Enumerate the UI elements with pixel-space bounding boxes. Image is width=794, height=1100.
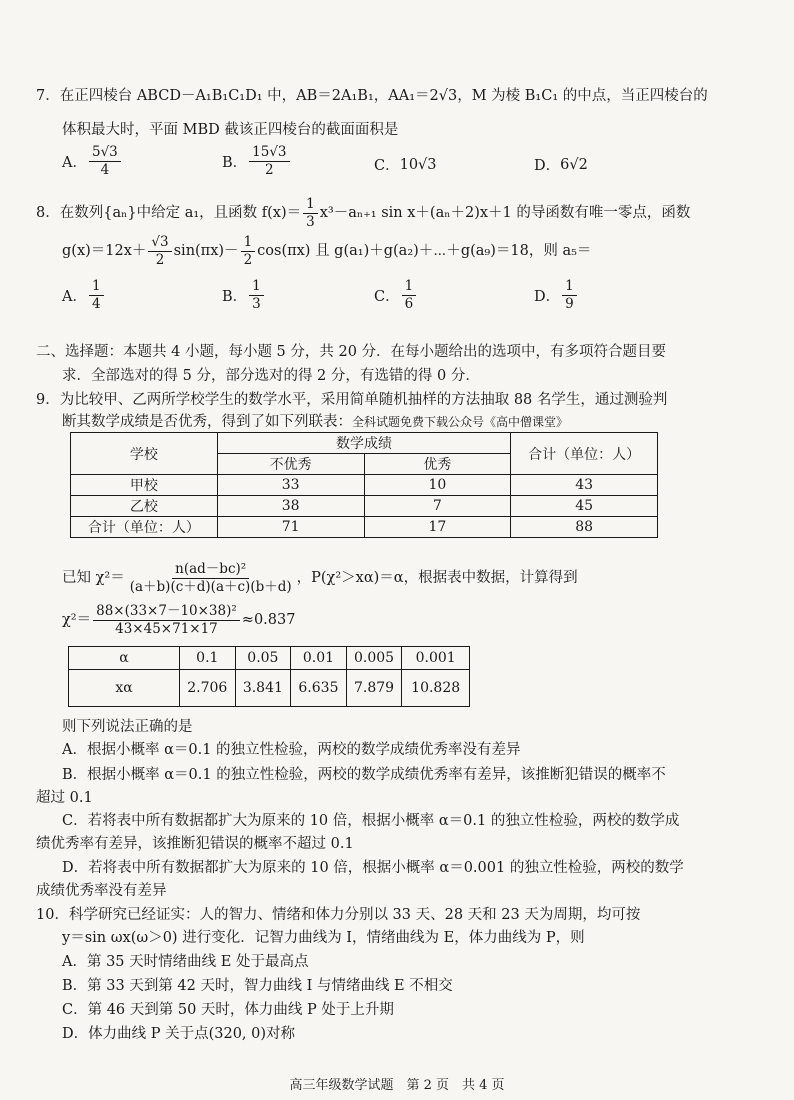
table-cell: 33 — [217, 475, 364, 496]
q10-option-b: B．第 33 天到第 42 天时，智力曲线 I 与情绪曲线 E 不相交 — [62, 978, 453, 994]
contingency-table — [70, 432, 658, 538]
watermark-text: 全科试题免费下载公众号《高中僧课堂》 — [352, 415, 569, 429]
page-footer: 高三年级数学试题 第 2 页 共 4 页 — [289, 1078, 505, 1093]
header-excellent: 优秀 — [364, 454, 511, 475]
chi-square-formula: 已知 χ²＝ $\frac{\text{n(ad－bc)²}}{(a+b)(c+d)(a+c)(b+d)}$ ，P(χ²＞xα)＝α，根据表中数据，计算得到 — [62, 560, 578, 595]
table-cell: 2.706 — [180, 670, 236, 707]
table-cell: 17 — [364, 517, 511, 538]
fraction: $\frac{1}{2}$ — [241, 234, 256, 269]
q7-option-d: D． 6√2 — [534, 156, 588, 174]
q8-option-d: D． $\frac{1}{9}$ — [534, 278, 579, 313]
header-score: 数学成绩 — [217, 433, 511, 454]
table-cell: 88 — [511, 517, 658, 538]
q8-option-c: C． $\frac{1}{6}$ — [374, 278, 418, 313]
table-cell: 0.005 — [346, 647, 402, 670]
chi-square-calculation: χ²＝ $\frac{\text{88×(33×7－10×38)²}}{43\times 45\times 71\times 17}$ ≈0.837 — [62, 602, 296, 637]
fraction: $\frac{\text{88×(33×7－10×38)²}}{43\times 45\times 71\times 17}$ — [93, 603, 240, 638]
table-cell: 10.828 — [402, 670, 470, 707]
q10-option-c: C．第 46 天到第 50 天时，体力曲线 P 处于上升期 — [62, 1002, 394, 1018]
alpha-label: α — [69, 647, 180, 670]
table-cell: 43 — [511, 475, 658, 496]
q7-option-c: C． 10√3 — [374, 156, 437, 174]
q9-option-d-line2: 成绩优秀率没有差异 — [36, 883, 167, 899]
q8-options — [62, 278, 754, 318]
q7-stem-line1: 7．在正四棱台 ABCD－A₁B₁C₁D₁ 中，AB＝2A₁B₁，AA₁＝2√3，M 为棱 B₁C₁ 的中点，当正四棱台的 — [36, 88, 708, 104]
table-cell: 0.001 — [402, 647, 470, 670]
table-row — [69, 647, 470, 670]
section2-header-line2: 求．全部选对的得 5 分，部分选对的得 2 分，有选错的得 0 分． — [62, 368, 480, 384]
header-not-excellent: 不优秀 — [217, 454, 364, 475]
fraction: $\frac{\text{n(ad－bc)²}}{(a+b)(c+d)(a+c)(b+d)}$ — [129, 560, 292, 595]
q9-option-a: A．根据小概率 α＝0.1 的独立性检验，两校的数学成绩优秀率没有差异 — [62, 742, 521, 758]
fraction: $\frac{5√3}{4}$ — [89, 144, 121, 179]
table-cell: 7.879 — [346, 670, 402, 707]
header-total: 合计（单位：人） — [511, 433, 658, 475]
q10-option-a: A．第 35 天时情绪曲线 E 处于最高点 — [62, 954, 309, 970]
q9-stem-line2: 断其数学成绩是否优秀，得到了如下列联表：全科试题免费下载公众号《高中僧课堂》 — [62, 414, 569, 430]
q9-option-b-line1: B．根据小概率 α＝0.1 的独立性检验，两校的数学成绩优秀率有差异，该推断犯错误的概率不 — [62, 767, 666, 783]
q8-stem-line2: g(x)＝12x＋ $\frac{√3}{2}$ sin(πx)－ $\frac{1}{2}$ cos(πx) 且 g(a₁)＋g(a₂)＋⋯＋g(a₉)＝18，则 a₅＝ — [62, 233, 592, 268]
table-row — [71, 475, 658, 496]
q9-option-b-line2: 超过 0.1 — [36, 790, 93, 806]
q9-option-d-line1: D．若将表中所有数据都扩大为原来的 10 倍，根据小概率 α＝0.001 的独立性检验，两校的数学 — [62, 860, 684, 876]
q10-stem-line2: y＝sin ωx(ω＞0) 进行变化．记智力曲线为 I，情绪曲线为 E，体力曲线为 P，则 — [62, 930, 585, 946]
fraction: $\frac{1}{4}$ — [89, 278, 104, 313]
q9-option-c-line1: C．若将表中所有数据都扩大为原来的 10 倍，根据小概率 α＝0.1 的独立性检验，两校的数学成 — [62, 813, 680, 829]
q9-option-c-line2: 绩优秀率有差异，该推断犯错误的概率不超过 0.1 — [36, 836, 354, 852]
table-cell: 3.841 — [235, 670, 291, 707]
table-row — [71, 517, 658, 538]
table-cell: 乙校 — [71, 496, 218, 517]
q8-stem-line1: 8．在数列{aₙ}中给定 a₁，且函数 f(x)＝ $\frac{1}{3}$ x³－aₙ₊₁ sin x＋(aₙ＋2)x＋1 的导函数有唯一零点，函数 — [36, 195, 691, 230]
table-cell: 0.1 — [180, 647, 236, 670]
table-cell: 合计（单位：人） — [71, 517, 218, 538]
table-cell: 71 — [217, 517, 364, 538]
q9-question: 则下列说法正确的是 — [62, 719, 193, 735]
table-row — [69, 670, 470, 707]
table-cell: 6.635 — [291, 670, 347, 707]
table-cell: 10 — [364, 475, 511, 496]
fraction: $\frac{1}{9}$ — [562, 278, 577, 313]
section2-header-line1: 二、选择题：本题共 4 小题，每小题 5 分，共 20 分．在每小题给出的选项中，有多项符合题目要 — [36, 344, 667, 360]
critical-value-table — [68, 646, 470, 707]
fraction: $\frac{1}{6}$ — [402, 278, 417, 313]
fraction: $\frac{√3}{2}$ — [148, 234, 171, 269]
table-cell: 45 — [511, 496, 658, 517]
fraction: $\frac{15√3}{2}$ — [249, 144, 289, 179]
table-row — [71, 433, 658, 454]
table-row — [71, 496, 658, 517]
header-school: 学校 — [71, 433, 218, 475]
q10-stem-line1: 10．科学研究已经证实：人的智力、情绪和体力分别以 33 天、28 天和 23 天为周期，均可按 — [36, 907, 641, 923]
table-cell: 7 — [364, 496, 511, 517]
x-alpha-label: xα — [69, 670, 180, 707]
q10-option-d: D．体力曲线 P 关于点(320, 0)对称 — [62, 1026, 296, 1042]
table-cell: 38 — [217, 496, 364, 517]
table-cell: 0.01 — [291, 647, 347, 670]
q9-stem-line1: 9．为比较甲、乙两所学校学生的数学水平，采用简单随机抽样的方法抽取 88 名学生，通过测验判 — [36, 392, 668, 408]
table-cell: 0.05 — [235, 647, 291, 670]
q8-option-a: A． $\frac{1}{4}$ — [62, 278, 106, 313]
q7-stem-line2: 体积最大时，平面 MBD 截该正四棱台的截面面积是 — [62, 122, 399, 138]
q7-option-a: A． $\frac{5√3}{4}$ — [62, 144, 123, 179]
fraction: $\frac{1}{3}$ — [249, 278, 264, 313]
q7-option-b: B． $\frac{15√3}{2}$ — [222, 144, 292, 179]
table-cell: 甲校 — [71, 475, 218, 496]
q8-option-b: B． $\frac{1}{3}$ — [222, 278, 266, 313]
fraction: $\frac{1}{3}$ — [303, 196, 318, 231]
q7-options — [62, 144, 754, 184]
